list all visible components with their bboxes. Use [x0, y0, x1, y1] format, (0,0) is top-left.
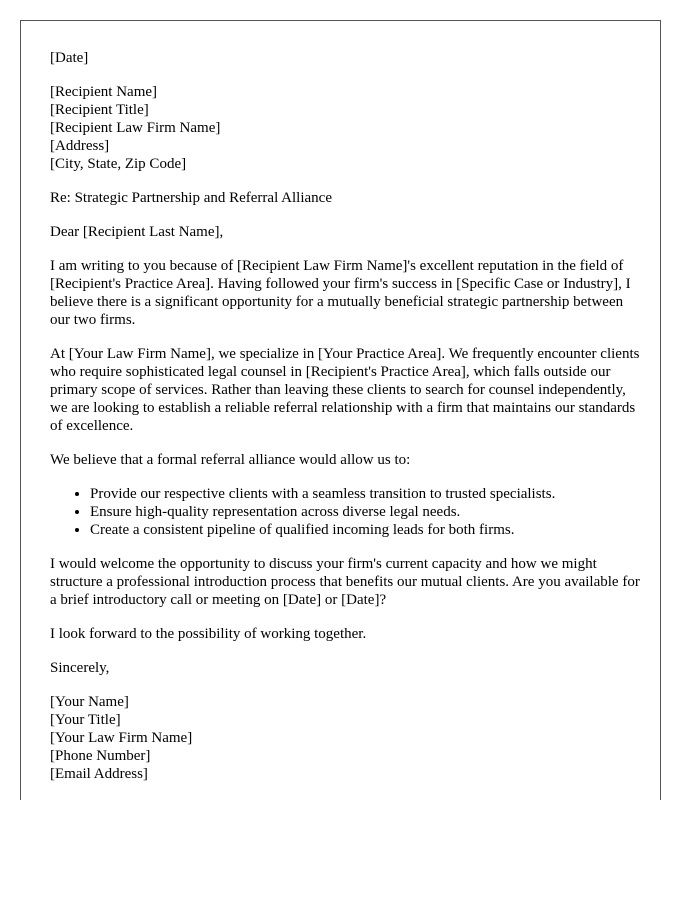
body-paragraph: I would welcome the opportunity to discuss your firm's current capacity and how we might structure a professional introduction process that benefits our mutual clients. Are you available for a brief introductory call or meeting on [Date] or [Date]?: [50, 556, 640, 608]
sender-title: [Your Title]: [50, 712, 121, 728]
list-item: • Ensure high-quality representation across diverse legal needs.: [90, 503, 640, 521]
sender-signature-block: [50, 693, 640, 783]
recipient-firm: [Recipient Law Firm Name]: [50, 120, 221, 136]
body-paragraph: I am writing to you because of [Recipient Law Firm Name]'s excellent reputation in the field of [Recipient's Practice Area]. Having followed your firm's success in [Specific Case or Industry], I believe there is a significant opportunity for a mutually beneficial strategic partnership between our two firms.: [50, 258, 631, 328]
list-item: • Create a consistent pipeline of qualified incoming leads for both firms.: [90, 521, 640, 539]
letter-content: [50, 49, 640, 799]
body-paragraph: I look forward to the possibility of working together.: [50, 626, 367, 642]
sender-email: [Email Address]: [50, 766, 148, 782]
letter-page: [20, 20, 661, 800]
benefits-list: [50, 485, 640, 539]
recipient-title: [Recipient Title]: [50, 102, 149, 118]
sender-firm: [Your Law Firm Name]: [50, 730, 193, 746]
list-item: • Provide our respective clients with a seamless transition to trusted specialists.: [90, 485, 640, 503]
letter-signoff: Sincerely,: [50, 660, 110, 676]
recipient-address-block: [50, 83, 640, 173]
recipient-city-state-zip: [City, State, Zip Code]: [50, 156, 187, 172]
body-paragraph: At [Your Law Firm Name], we specialize in [Your Practice Area]. We frequently encounter clients who require sophisticated legal counsel in [Recipient's Practice Area], which falls outside our primary scope of services. Rather than leaving these clients to search for counsel independently, we are looking to establish a reliable referral relationship with a firm that maintains our standards of excellence.: [50, 346, 640, 434]
letter-subject: Re: Strategic Partnership and Referral Alliance: [50, 190, 332, 206]
sender-name: [Your Name]: [50, 694, 129, 710]
recipient-address: [Address]: [50, 138, 110, 154]
letter-salutation: Dear [Recipient Last Name],: [50, 224, 224, 240]
letter-date: [Date]: [50, 50, 89, 66]
recipient-name: [Recipient Name]: [50, 84, 158, 100]
body-paragraph: We believe that a formal referral alliance would allow us to:: [50, 452, 411, 468]
sender-phone: [Phone Number]: [50, 748, 151, 764]
